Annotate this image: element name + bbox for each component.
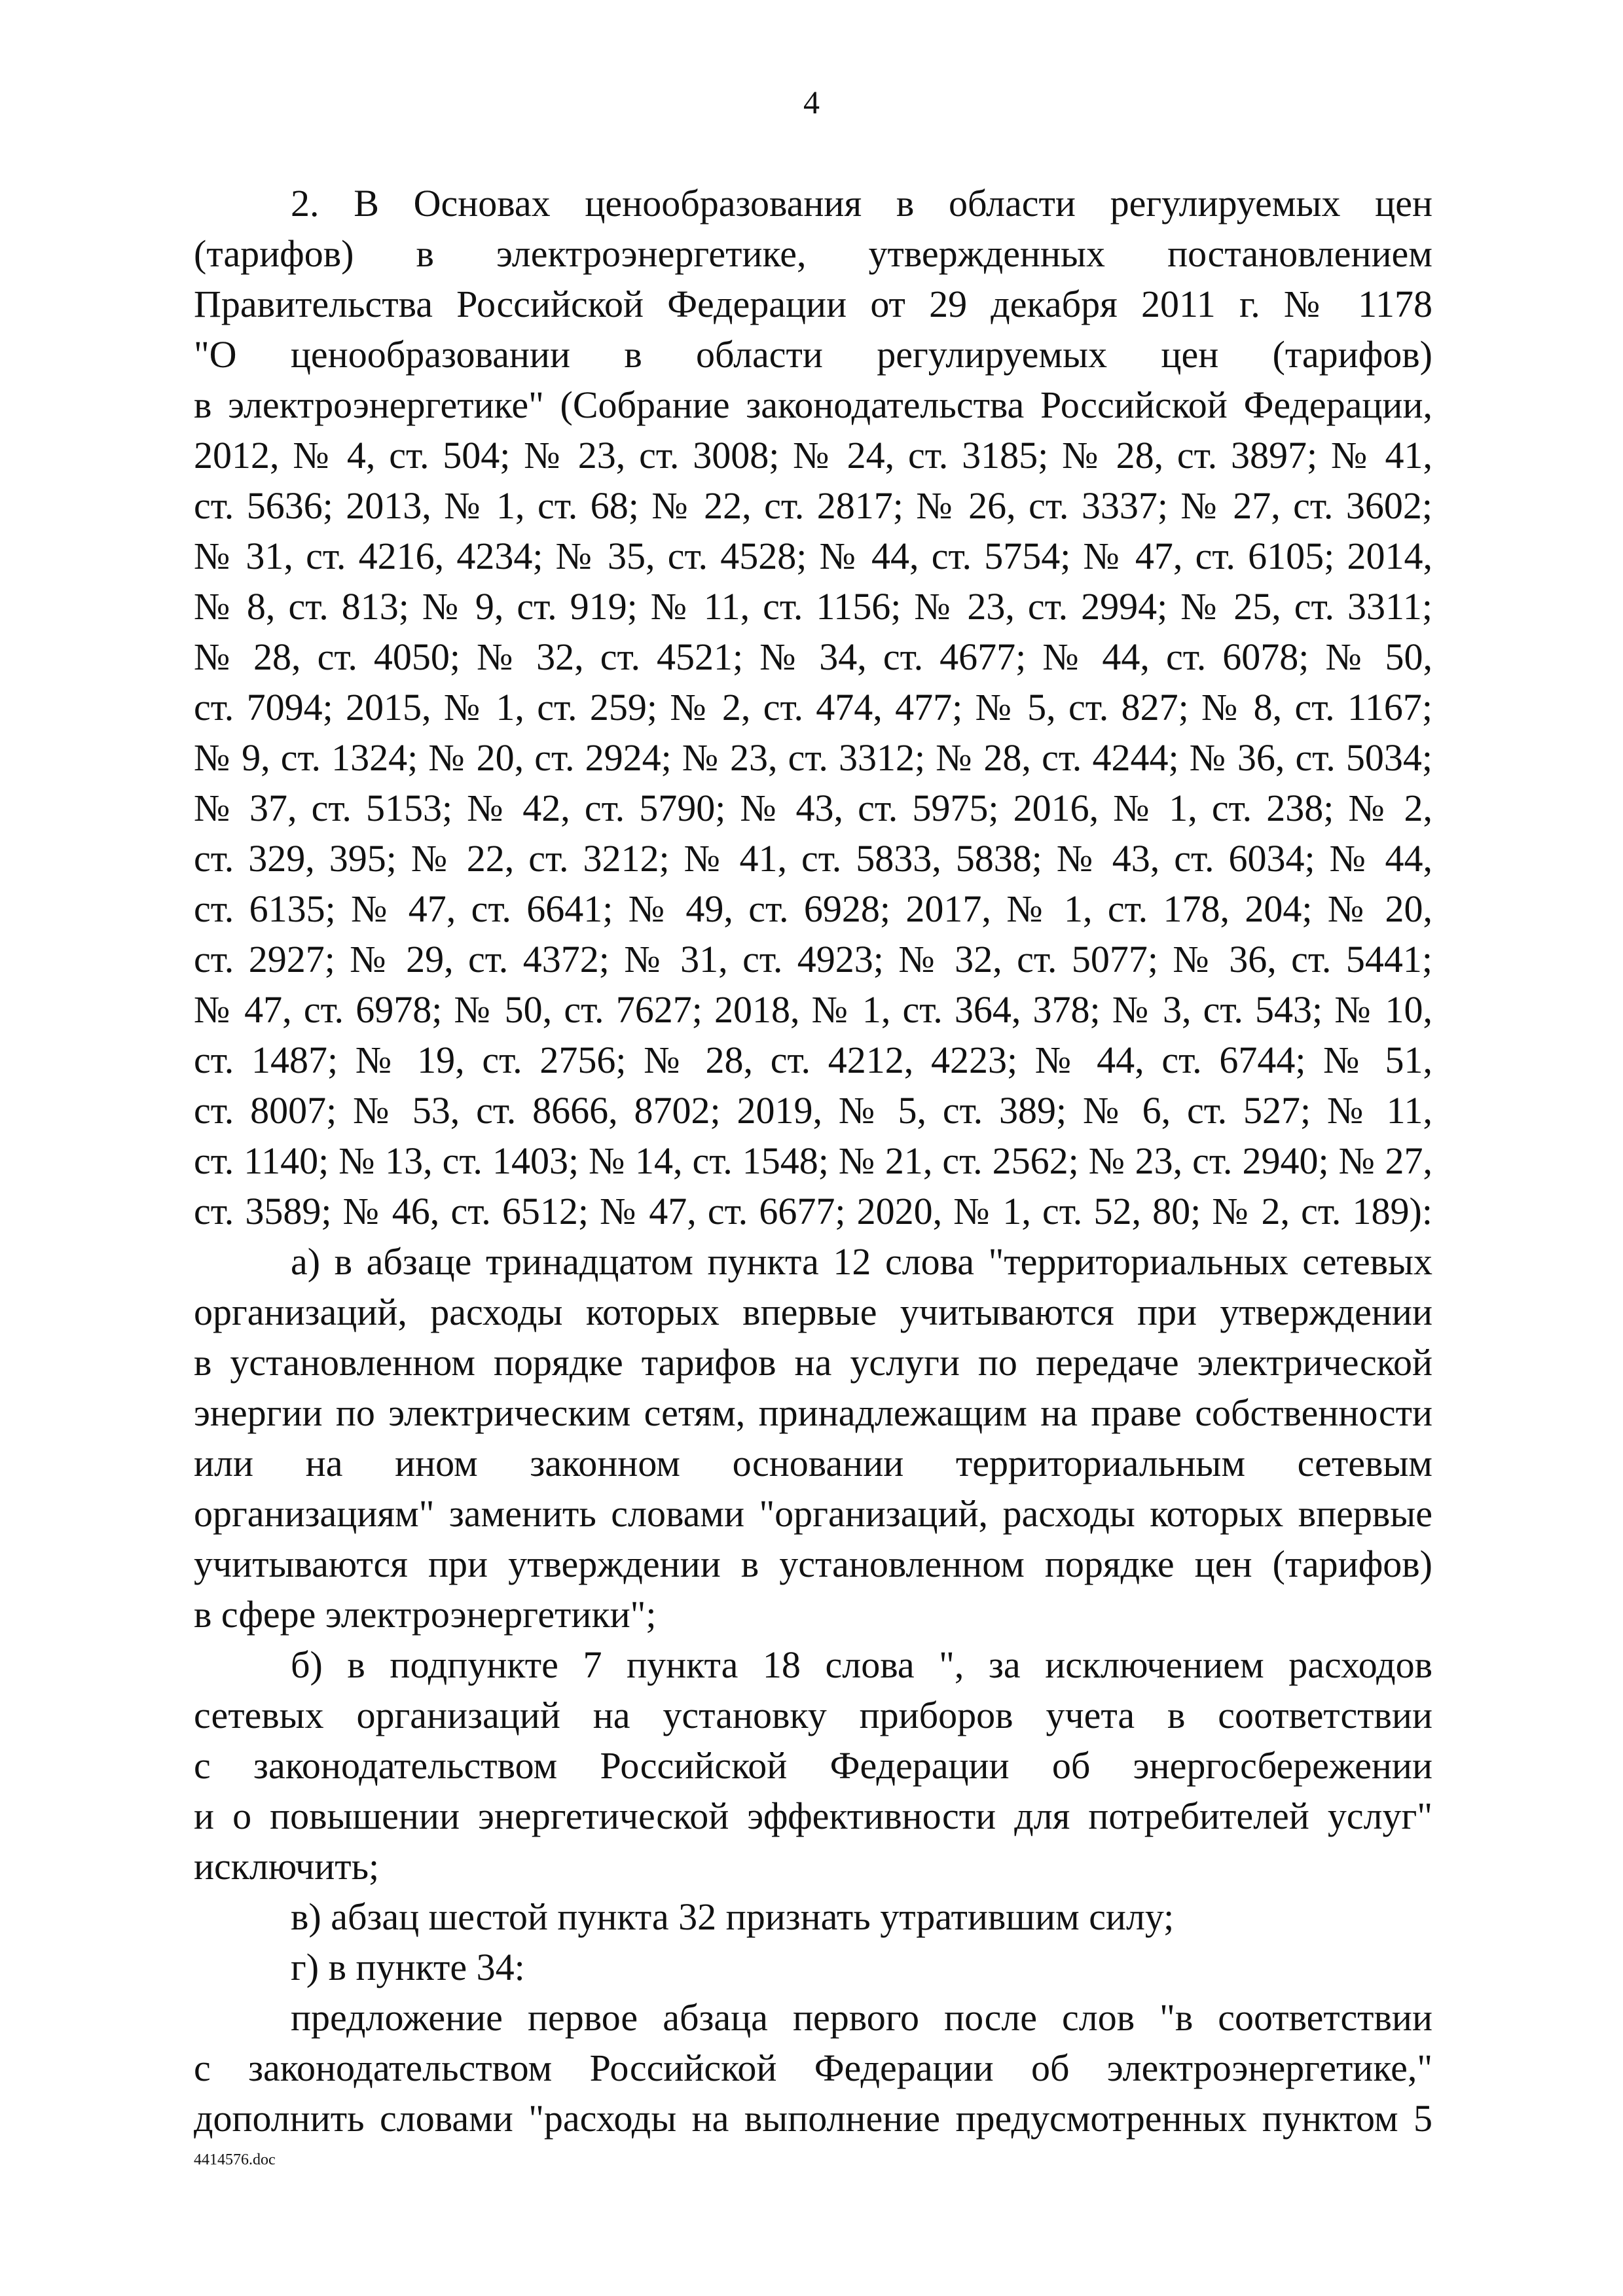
text-line: 2012, № 4, ст. 504; № 23, ст. 3008; № 24, ст. 3185; № 28, ст. 3897; № 41, — [194, 434, 1432, 476]
text-line: организаций, расходы которых впервые учитываются при утверждении — [194, 1291, 1432, 1333]
text-line: или на ином законном основании территориальным сетевым — [194, 1442, 1432, 1484]
text-line: исключить; — [194, 1845, 380, 1888]
text-line: ст. 7094; 2015, № 1, ст. 259; № 2, ст. 474, 477; № 5, ст. 827; № 8, ст. 1167; — [194, 686, 1432, 728]
text-line: в установленном порядке тарифов на услуги по передаче электрической — [194, 1341, 1432, 1384]
text-line: № 9, ст. 1324; № 20, ст. 2924; № 23, ст. 3312; № 28, ст. 4244; № 36, ст. 5034; — [194, 736, 1432, 779]
text-line: 2. В Основах ценообразования в области регулируемых цен — [291, 182, 1432, 224]
text-line: № 28, ст. 4050; № 32, ст. 4521; № 34, ст. 4677; № 44, ст. 6078; № 50, — [194, 636, 1432, 678]
text-line: ст. 2927; № 29, ст. 4372; № 31, ст. 4923; № 32, ст. 5077; № 36, ст. 5441; — [194, 938, 1432, 980]
text-line: № 47, ст. 6978; № 50, ст. 7627; 2018, № 1, ст. 364, 378; № 3, ст. 543; № 10, — [194, 988, 1432, 1031]
text-line: б) в подпункте 7 пункта 18 слова ", за исключением расходов — [291, 1643, 1432, 1686]
text-line: ст. 1487; № 19, ст. 2756; № 28, ст. 4212, 4223; № 44, ст. 6744; № 51, — [194, 1039, 1432, 1081]
text-line: сетевых организаций на установку приборов учета в соответствии — [194, 1694, 1432, 1736]
text-line: № 8, ст. 813; № 9, ст. 919; № 11, ст. 1156; № 23, ст. 2994; № 25, ст. 3311; — [194, 585, 1432, 628]
text-line: № 31, ст. 4216, 4234; № 35, ст. 4528; № 44, ст. 5754; № 47, ст. 6105; 2014, — [194, 535, 1432, 577]
text-line: с законодательством Российской Федерации об энергосбережении — [194, 1744, 1432, 1787]
text-line: ст. 6135; № 47, ст. 6641; № 49, ст. 6928; 2017, № 1, ст. 178, 204; № 20, — [194, 888, 1432, 930]
text-line: ст. 8007; № 53, ст. 8666, 8702; 2019, № 5, ст. 389; № 6, ст. 527; № 11, — [194, 1089, 1432, 1132]
text-line: дополнить словами "расходы на выполнение предусмотренных пунктом 5 — [194, 2097, 1432, 2140]
text-line: и о повышении энергетической эффективности для потребителей услуг" — [194, 1795, 1432, 1837]
text-line: ст. 1140; № 13, ст. 1403; № 14, ст. 1548; № 21, ст. 2562; № 23, ст. 2940; № 27, — [194, 1139, 1432, 1182]
text-line: ст. 5636; 2013, № 1, ст. 68; № 22, ст. 2817; № 26, ст. 3337; № 27, ст. 3602; — [194, 484, 1432, 527]
text-line: предложение первое абзаца первого после слов "в соответствии — [291, 1996, 1432, 2039]
text-line: учитываются при утверждении в установленном порядке цен (тарифов) — [194, 1543, 1432, 1585]
text-line: в сфере электроэнергетики"; — [194, 1593, 657, 1636]
text-line: г) в пункте 34: — [291, 1946, 525, 1988]
text-line: ст. 3589; № 46, ст. 6512; № 47, ст. 6677; 2020, № 1, ст. 52, 80; № 2, ст. 189): — [194, 1190, 1432, 1232]
document-body — [194, 178, 1432, 2144]
text-line: (тарифов) в электроэнергетике, утвержденных постановлением — [194, 232, 1432, 275]
footer-filename: 4414576.doc — [194, 2151, 276, 2168]
text-line: Правительства Российской Федерации от 29 декабря 2011 г. № 1178 — [194, 283, 1432, 325]
text-line: с законодательством Российской Федерации об электроэнергетике," — [194, 2047, 1432, 2089]
page-number: 4 — [803, 84, 820, 120]
text-line: в) абзац шестой пункта 32 признать утратившим силу; — [291, 1895, 1175, 1938]
text-line: "О ценообразовании в области регулируемых цен (тарифов) — [194, 333, 1432, 376]
text-line: в электроэнергетике" (Собрание законодательства Российской Федерации, — [194, 384, 1432, 426]
text-line: энергии по электрическим сетям, принадлежащим на праве собственности — [194, 1391, 1432, 1434]
text-line: а) в абзаце тринадцатом пункта 12 слова "территориальных сетевых — [291, 1240, 1432, 1283]
text-line: организациям" заменить словами "организаций, расходы которых впервые — [194, 1492, 1432, 1535]
text-line: ст. 329, 395; № 22, ст. 3212; № 41, ст. 5833, 5838; № 43, ст. 6034; № 44, — [194, 837, 1432, 880]
text-line: № 37, ст. 5153; № 42, ст. 5790; № 43, ст. 5975; 2016, № 1, ст. 238; № 2, — [194, 787, 1432, 829]
